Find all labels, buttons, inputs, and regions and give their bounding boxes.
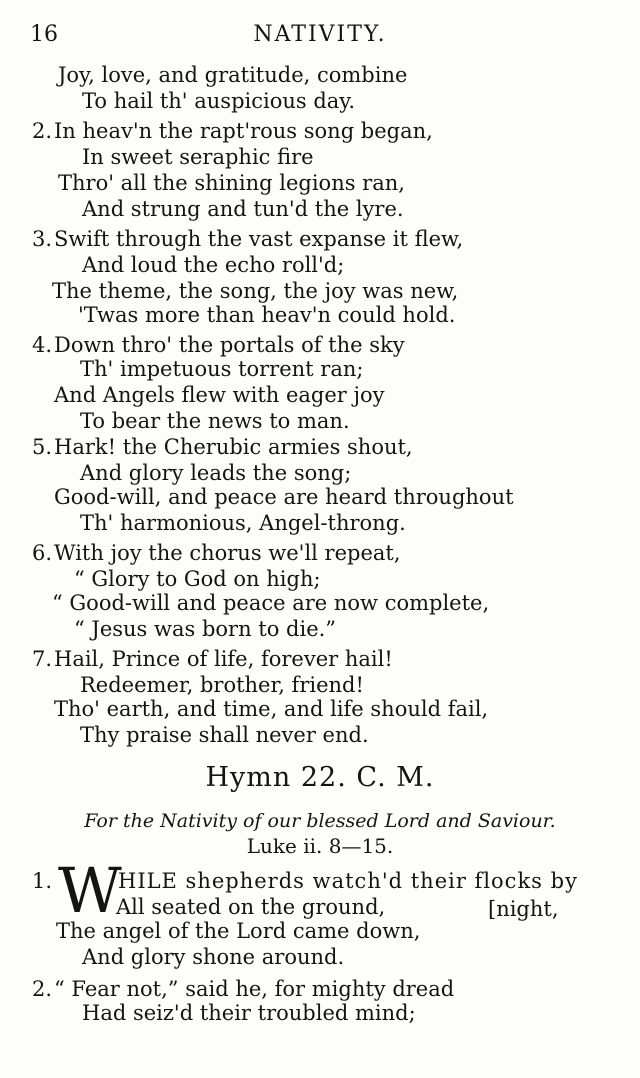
verse-line: Thy praise shall never end. (80, 723, 369, 747)
verse-line: “ Good-will and peace are now complete, (52, 591, 490, 615)
verse-line: Had seiz'd their troubled mind; (82, 1001, 416, 1025)
stanza-6-line-1: 6.With joy the chorus we'll repeat, (32, 541, 401, 565)
stanza-5-line-1: 5.Hark! the Cherubic armies shout, (32, 435, 413, 459)
verse-line: All seated on the ground, (116, 895, 386, 919)
verse-line: In sweet seraphic fire (82, 145, 314, 169)
scripture-reference: Luke ii. 8—15. (246, 834, 394, 858)
page-number: 16 (30, 22, 58, 47)
verse-line: To hail th' auspicious day. (82, 89, 356, 113)
hymn-title: Hymn 22. C. M. (205, 762, 435, 793)
stanza-2-line-1: 2.In heav'n the rapt'rous song began, (32, 119, 433, 143)
verse-line: Good-will, and peace are heard throughout (54, 485, 514, 509)
verse-line: “ Jesus was born to die.” (74, 617, 337, 641)
running-head: NATIVITY. (253, 22, 387, 47)
verse-line: Th' harmonious, Angel-throng. (80, 511, 406, 535)
verse-line: And glory leads the song; (80, 461, 352, 485)
verse-line: To bear the news to man. (80, 409, 350, 433)
verse-line: Redeemer, brother, friend! (80, 673, 364, 697)
verse-line: The angel of the Lord came down, (56, 919, 421, 943)
verse-line: 'Twas more than heav'n could hold. (78, 303, 456, 327)
verse-line: And loud the echo roll'd; (82, 253, 345, 277)
stanza-number: 5. (32, 435, 53, 459)
stanza-3-line-1: 3.Swift through the vast expanse it flew, (32, 227, 464, 251)
verse-line: Thro' all the shining legions ran, (58, 171, 405, 195)
stanza-7-line-1: 7.Hail, Prince of life, forever hail! (32, 647, 393, 671)
verse-line: Tho' earth, and time, and life should fail, (54, 697, 489, 721)
carry-over-word: [night, (488, 897, 559, 921)
verse-line: And Angels flew with eager joy (54, 383, 385, 407)
stanza-number: 7. (32, 647, 53, 671)
stanza-number: 1. (32, 869, 53, 893)
stanza-number: 6. (32, 541, 53, 565)
verse-line: The theme, the song, the joy was new, (52, 279, 459, 303)
drop-cap: W (58, 854, 122, 927)
stanza-number: 2. (32, 119, 53, 143)
verse-line: And strung and tun'd the lyre. (82, 197, 404, 221)
stanza-2-line-1: 2.“ Fear not,” said he, for mighty dread (32, 977, 455, 1001)
verse-line: “ Glory to God on high; (74, 567, 321, 591)
stanza-number: 2. (32, 977, 53, 1001)
hymn-subtitle: For the Nativity of our blessed Lord and Saviour. (84, 810, 556, 832)
stanza-number: 3. (32, 227, 53, 251)
verse-line: Joy, love, and gratitude, combine (58, 63, 408, 87)
verse-line: HILE shepherds watch'd their flocks by (118, 869, 578, 893)
page-header (0, 22, 640, 56)
stanza-4-line-1: 4.Down thro' the portals of the sky (32, 333, 405, 357)
verse-line: And glory shone around. (82, 945, 345, 969)
verse-line: Th' impetuous torrent ran; (80, 357, 364, 381)
stanza-number: 4. (32, 333, 53, 357)
